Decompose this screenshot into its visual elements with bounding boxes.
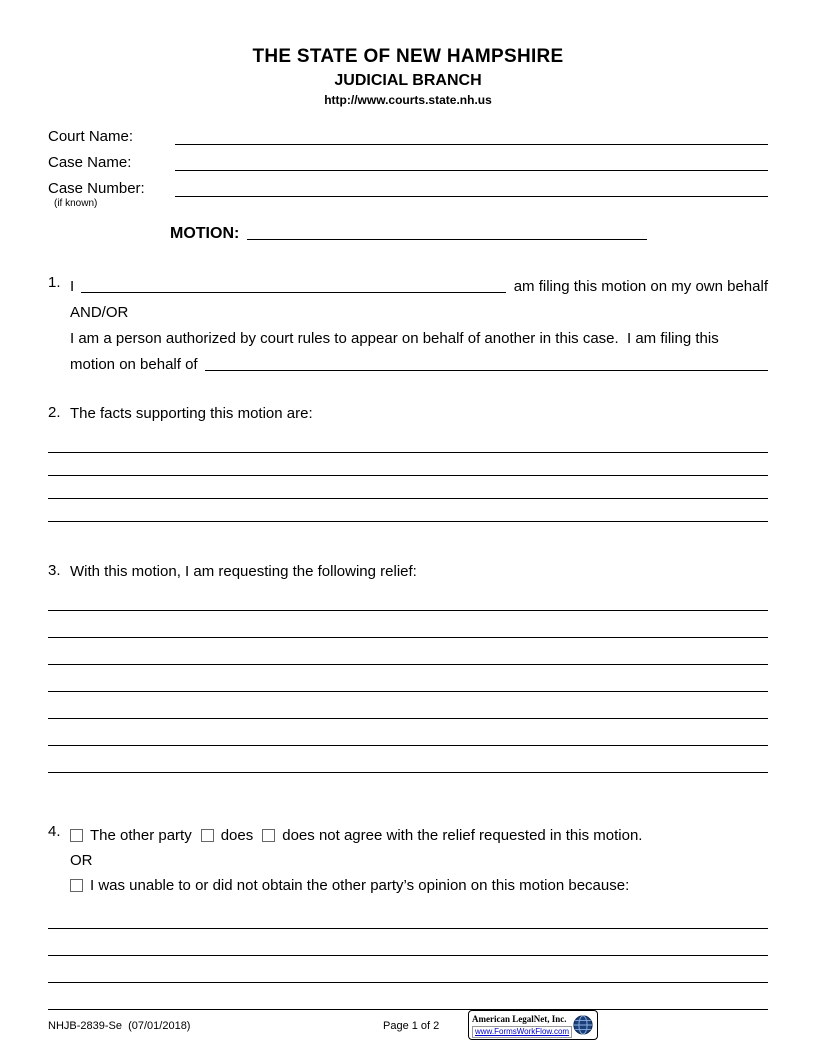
item-4-body	[70, 823, 768, 898]
item-2-label: The facts supporting this motion are:	[70, 405, 313, 422]
relief-line-5[interactable]	[48, 692, 768, 719]
does-not-agree-checkbox[interactable]	[262, 829, 275, 842]
does-not-text: does not agree with the relief requested in this motion.	[282, 827, 643, 844]
because-line-3[interactable]	[48, 956, 768, 983]
relief-line-1[interactable]	[48, 584, 768, 611]
state-title: THE STATE OF NEW HAMPSHIRE	[252, 46, 564, 67]
vendor-name: American LegalNet, Inc.	[472, 1013, 567, 1024]
filer-line	[70, 274, 768, 300]
case-number-row	[48, 180, 768, 210]
facts-line-3[interactable]	[48, 476, 768, 499]
does-agree-checkbox[interactable]	[201, 829, 214, 842]
because-line-1[interactable]	[48, 902, 768, 929]
item-3-number: 3.	[48, 562, 61, 579]
page-footer	[48, 1010, 768, 1040]
courts-url-text: http://www.courts.state.nh.us	[324, 93, 492, 107]
page-number: Page 1 of 2	[383, 1020, 440, 1032]
item-2-block	[48, 404, 768, 522]
motion-title-row	[170, 224, 768, 244]
vendor-text	[472, 1013, 568, 1038]
item-1-body	[70, 274, 768, 378]
and-or-text: AND/OR	[70, 304, 129, 321]
item-2	[48, 404, 768, 424]
case-info-section	[48, 128, 768, 210]
item-3-block	[48, 562, 768, 773]
item-4-block	[48, 823, 768, 1010]
case-name-input[interactable]	[175, 154, 768, 171]
item-1	[48, 274, 768, 378]
case-number-input[interactable]	[175, 180, 768, 197]
form-id: NHJB-2839-Se (07/01/2018)	[48, 1020, 191, 1032]
agreement-line	[70, 823, 768, 848]
unable-to-obtain-checkbox[interactable]	[70, 879, 83, 892]
relief-line-4[interactable]	[48, 665, 768, 692]
because-line-2[interactable]	[48, 929, 768, 956]
case-name-row	[48, 154, 768, 172]
item-4-number: 4.	[48, 823, 61, 840]
facts-writing-area	[48, 430, 768, 522]
court-name-label: Court Name:	[48, 128, 134, 145]
because-line-4[interactable]	[48, 983, 768, 1010]
vendor-url-link[interactable]: www.FormsWorkFlow.com	[472, 1026, 572, 1038]
item-3-label: With this motion, I am requesting the following relief:	[70, 563, 417, 580]
item-4	[48, 823, 768, 898]
item-3	[48, 562, 768, 582]
behalf-lead-text: motion on behalf of	[70, 356, 198, 373]
relief-line-6[interactable]	[48, 719, 768, 746]
relief-line-3[interactable]	[48, 638, 768, 665]
facts-line-4[interactable]	[48, 499, 768, 522]
court-name-input[interactable]	[175, 128, 768, 145]
branch-subtitle: JUDICIAL BRANCH	[334, 72, 482, 89]
form-header	[48, 45, 768, 108]
behalf-line	[70, 352, 768, 378]
own-behalf-text: am filing this motion on my own behalf	[513, 278, 768, 295]
authorized-text: I am a person authorized by court rules to appear on behalf of another in this case. I am filing this	[70, 330, 719, 347]
relief-line-7[interactable]	[48, 746, 768, 773]
filer-lead-text: I	[70, 278, 75, 295]
behalf-of-input[interactable]	[205, 352, 768, 371]
case-number-label: Case Number:	[48, 180, 145, 197]
item-2-number: 2.	[48, 404, 61, 421]
unable-text: I was unable to or did not obtain the other party’s opinion on this motion because:	[90, 877, 630, 894]
does-text: does	[220, 827, 254, 844]
because-writing-area	[48, 902, 768, 1010]
motion-title-input[interactable]	[247, 224, 647, 240]
unable-line	[70, 873, 768, 898]
vendor-stamp	[468, 1010, 598, 1040]
case-number-note: (if known)	[54, 198, 98, 209]
other-party-text: The other party	[90, 827, 192, 844]
other-party-checkbox[interactable]	[70, 829, 83, 842]
item-1-number: 1.	[48, 274, 61, 291]
facts-line-2[interactable]	[48, 453, 768, 476]
relief-writing-area	[48, 584, 768, 773]
motion-title-label: MOTION:	[170, 225, 240, 242]
facts-line-1[interactable]	[48, 430, 768, 453]
filer-name-input[interactable]	[81, 274, 506, 293]
relief-line-2[interactable]	[48, 611, 768, 638]
court-name-row	[48, 128, 768, 146]
case-name-label: Case Name:	[48, 154, 132, 171]
case-number-label-wrap	[48, 180, 175, 210]
or-text: OR	[70, 852, 93, 869]
globe-icon	[572, 1014, 594, 1036]
